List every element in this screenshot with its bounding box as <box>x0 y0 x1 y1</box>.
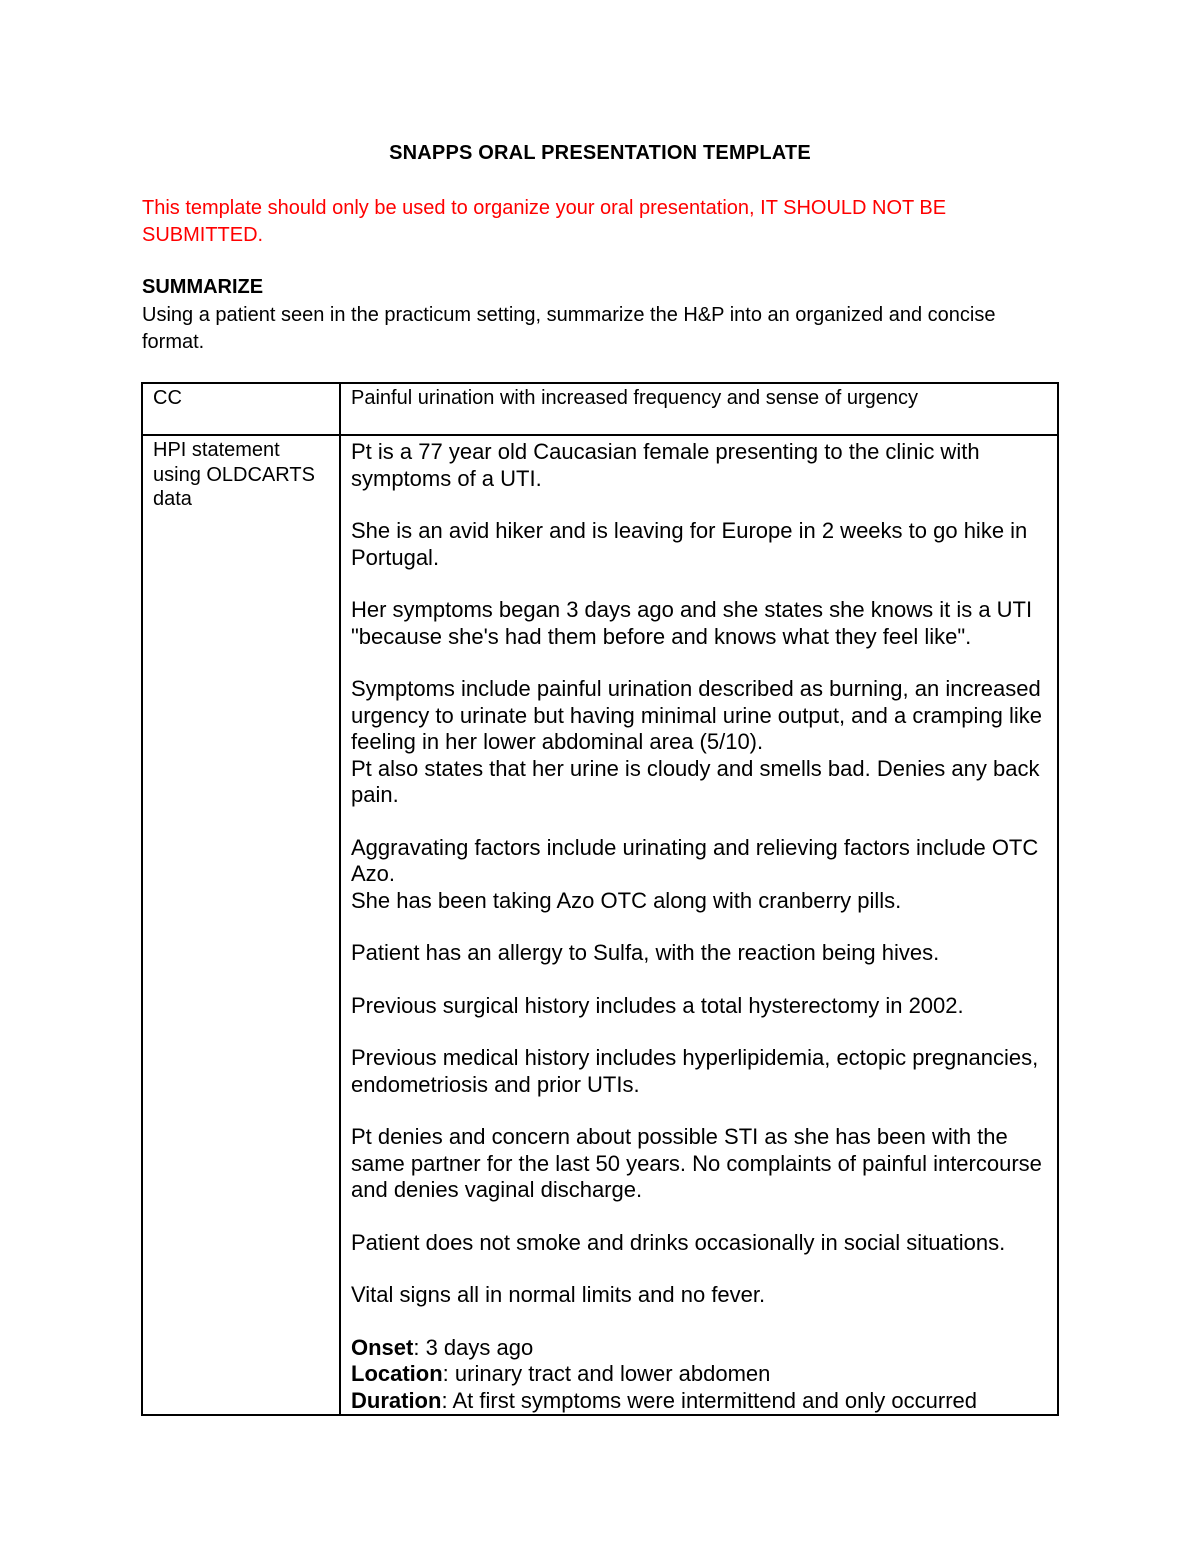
hpi-label: HPI statement using OLDCARTS data <box>153 439 315 510</box>
hpi-paragraph-medical-history: Previous medical history includes hyperlipidemia, ectopic pregnancies, endometriosis and prior UTIs. <box>351 1045 1039 1097</box>
hpi-paragraph-allergy: Patient has an allergy to Sulfa, with the reaction being hives. <box>351 940 940 965</box>
hpi-value-cell <box>340 435 1058 1415</box>
oldcarts-location <box>351 1361 1047 1388</box>
oldcarts-onset-key: Onset <box>351 1334 414 1360</box>
cc-label: CC <box>142 383 340 435</box>
hpi-paragraph-symptoms: Symptoms include painful urination described as burning, an increased urgency to urinate but having minimal urine output, and a cramping like feeling in her lower abdominal area (5/10). <box>351 676 1042 754</box>
oldcarts-location-text: : urinary tract and lower abdomen <box>442 1361 771 1386</box>
oldcarts-onset <box>351 1335 1047 1362</box>
hpi-paragraph-travel: She is an avid hiker and is leaving for Europe in 2 weeks to go hike in Portugal. <box>351 518 1028 570</box>
hpi-paragraph-intro: Pt is a 77 year old Caucasian female presenting to the clinic with symptoms of a UTI. <box>351 439 980 491</box>
oldcarts-location-key: Location <box>351 1361 443 1386</box>
cc-value: Painful urination with increased frequency and sense of urgency <box>340 383 1058 435</box>
hpi-paragraph-social: Patient does not smoke and drinks occasionally in social situations. <box>351 1229 1006 1255</box>
hpi-paragraph-vitals: Vital signs all in normal limits and no fever. <box>351 1282 766 1307</box>
oldcarts-onset-text: : 3 days ago <box>413 1334 534 1360</box>
hpi-paragraph-factors: Aggravating factors include urinating and relieving factors include OTC Azo. <box>351 834 1039 886</box>
hpi-paragraph-medication: She has been taking Azo OTC along with cranberry pills. <box>351 887 902 913</box>
hpi-body <box>351 439 1047 1414</box>
hpi-paragraph-urine: Pt also states that her urine is cloudy and smells bad. Denies any back pain. <box>351 755 1040 807</box>
oldcarts-duration-text: : At first symptoms were intermittend and only occurred <box>441 1387 977 1413</box>
hpi-label-cell <box>142 435 340 1415</box>
oldcarts-duration <box>351 1388 1047 1415</box>
document-title: SNAPPS ORAL PRESENTATION TEMPLATE <box>389 142 811 164</box>
hpi-paragraph-sti: Pt denies and concern about possible STI as she has been with the same partner for the last 50 years. No complaints of painful intercourse and denies vaginal discharge. <box>351 1124 1042 1202</box>
summary-table <box>141 382 1059 1416</box>
template-notice: This template should only be used to organize your oral presentation, IT SHOULD NOT BE SUBMITTED. <box>142 197 947 246</box>
oldcarts-duration-key: Duration <box>351 1387 442 1413</box>
section-intro: Using a patient seen in the practicum setting, summarize the H&P into an organized and concise format. <box>142 304 996 353</box>
section-heading-summarize: SUMMARIZE <box>142 276 264 298</box>
hpi-paragraph-surgical-history: Previous surgical history includes a total hysterectomy in 2002. <box>351 992 964 1018</box>
table-row-cc <box>142 383 1058 435</box>
table-row-hpi <box>142 435 1058 1415</box>
hpi-paragraph-onset: Her symptoms began 3 days ago and she states she knows it is a UTI "because she's had them before and knows what they feel like". <box>351 597 1033 649</box>
